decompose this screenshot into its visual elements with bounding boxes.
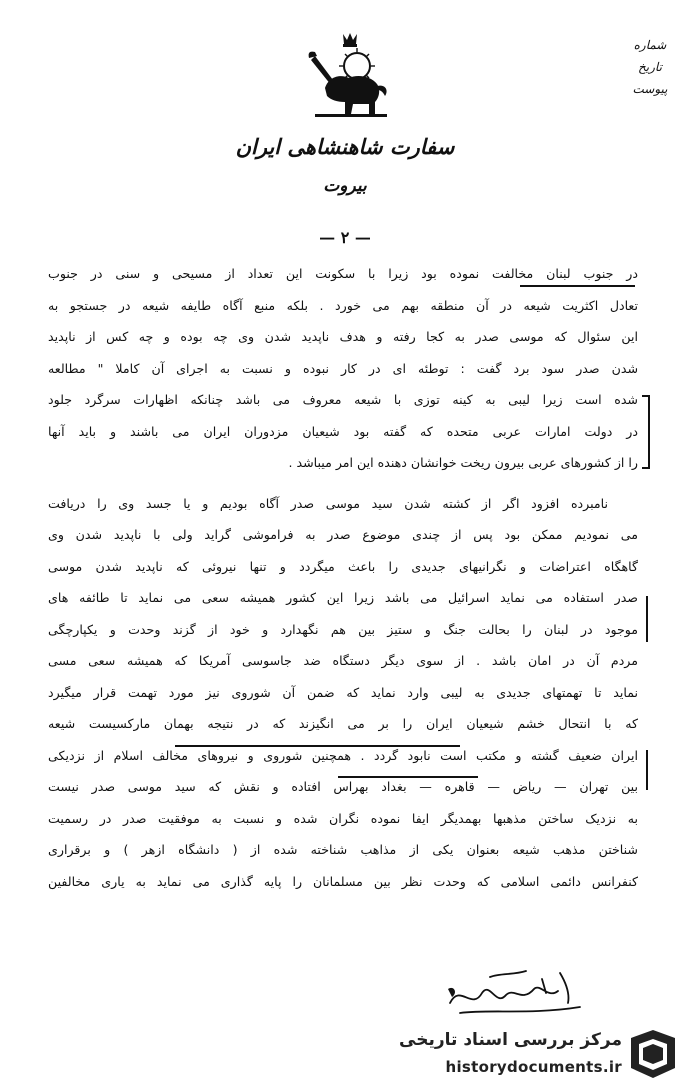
lion-and-sun-emblem-icon: [305, 30, 395, 122]
body-line: شناختن مذهب شیعه بعنوان یکی از مذاهب شناخته شده از ( دانشگاه ازهر ) و برقراری: [48, 842, 638, 857]
body-line: در دولت امارات عربی متحده که گفته بود شیعیان مزدوران ایران می باشند و باید آنها: [48, 423, 638, 439]
handwritten-underline: [520, 285, 635, 287]
letter-body: [48, 258, 638, 897]
body-line: کنفرانس دائمی اسلامی که وحدت نظر بین مسلمانان را پایه گذاری می نماید به یاری مخالفین: [48, 873, 638, 889]
watermark-title: مرکز بررسی اسناد تاریخی: [399, 1030, 622, 1050]
handwritten-underline: [175, 745, 460, 747]
body-line: صدر استفاده می نماید اسرائیل می باشد زیرا این کشور همیشه سعی می نماید تا طائفه های: [48, 590, 638, 605]
body-line: می نمودیم ممکن بود پس از چندی موضوع صدر به فراموشی گراید ولی با ناپدید شدن وی: [48, 527, 638, 542]
embassy-name: سفارت شاهنشاهی ایران: [235, 134, 455, 159]
body-line: نامبرده افزود اگر از کشته شدن سید موسی صدر آگاه بودیم و یا جسد وی را دریافت: [48, 495, 608, 511]
watermark-url: historydocuments.ir: [445, 1058, 622, 1076]
body-line: که با انتحال خشم شیعیان ایران را بر می انگیزند که در نتیجه بهمان مارکسیست شیعه: [48, 716, 638, 731]
margin-bracket-mark: [642, 395, 650, 469]
handwritten-signature: [430, 963, 610, 1023]
body-line: مردم آن در امان باشد . از سوی دیگر دستگاه ضد جاسوسی آمریکا که همیشه سعی مسی: [48, 653, 638, 668]
letterhead-margin-labels: [625, 34, 675, 100]
body-line: گاهگاه اعتراضات و نگرانیهای جدیدی را باعث میگردد و تنها نیروئی که ناپدید شدن موسی: [48, 558, 638, 574]
body-line: تعادل اکثریت شیعه در آن منطقه بهم می خورد . بلکه منبع آگاه طایفه شیعه در جستجو به: [48, 297, 638, 313]
attachment-label: پیوست: [632, 82, 668, 96]
body-line: در جنوب لبنان مخالفت نموده بود زیرا با سکونت این تعداد از مسیحی و سنی در جنوب: [48, 266, 638, 281]
body-line: به نزدیک ساختن مذهبها بهمدیگر ایفا نموده نگران شده و نسبت به موفقیت صدر در رسمیت: [48, 810, 638, 826]
archive-logo-icon: [625, 1028, 681, 1080]
city-name: بیروت: [323, 176, 367, 196]
margin-bracket-mark: [640, 596, 648, 642]
body-line: شدن صدر سود برد گفت : توطئه ای در کار نبوده و نسبت به اجرای آن کاملا " مطالعه: [48, 360, 638, 376]
date-label: تاریخ: [638, 60, 662, 74]
body-line: را از کشورهای عربی بیرون ریخت خوانشان دهنده این امر میباشد .: [288, 455, 638, 470]
body-line: موجود در لبنان را بحالت جنگ و ستیز بین هم نگهدارد و خود از گزند وحدت و یکپارچگی: [48, 621, 638, 637]
margin-bracket-mark: [640, 750, 648, 790]
number-label: شماره: [633, 38, 667, 52]
page-number: — ۲ —: [319, 228, 371, 247]
body-line: نماید تا تهمتهای جدیدی به لیبی وارد نماید که ضمن آن شوروی نیز مورد تهمت قرار میگیرد: [48, 684, 638, 700]
body-line: این سئوال که موسی صدر به کجا رفته و هدف ناپدید شدن وی چه بوده و چه کس از ناپدید: [48, 329, 638, 344]
body-line: شده است زیرا لیبی به کینه توزی با شیعه معروف می باشد چنانکه اظهارات سرگرد جلود: [48, 392, 638, 407]
body-line: ایران ضعیف گشته و مکتب است نابود گردد . همچنین شوروی و نیروهای مخالف اسلام از نزدیکی: [48, 747, 638, 763]
handwritten-underline: [338, 776, 478, 778]
body-line: بین تهران — ریاض — قاهره — بغداد بهراس افتاده و نقش که سید موسی صدر نیست: [48, 779, 638, 794]
